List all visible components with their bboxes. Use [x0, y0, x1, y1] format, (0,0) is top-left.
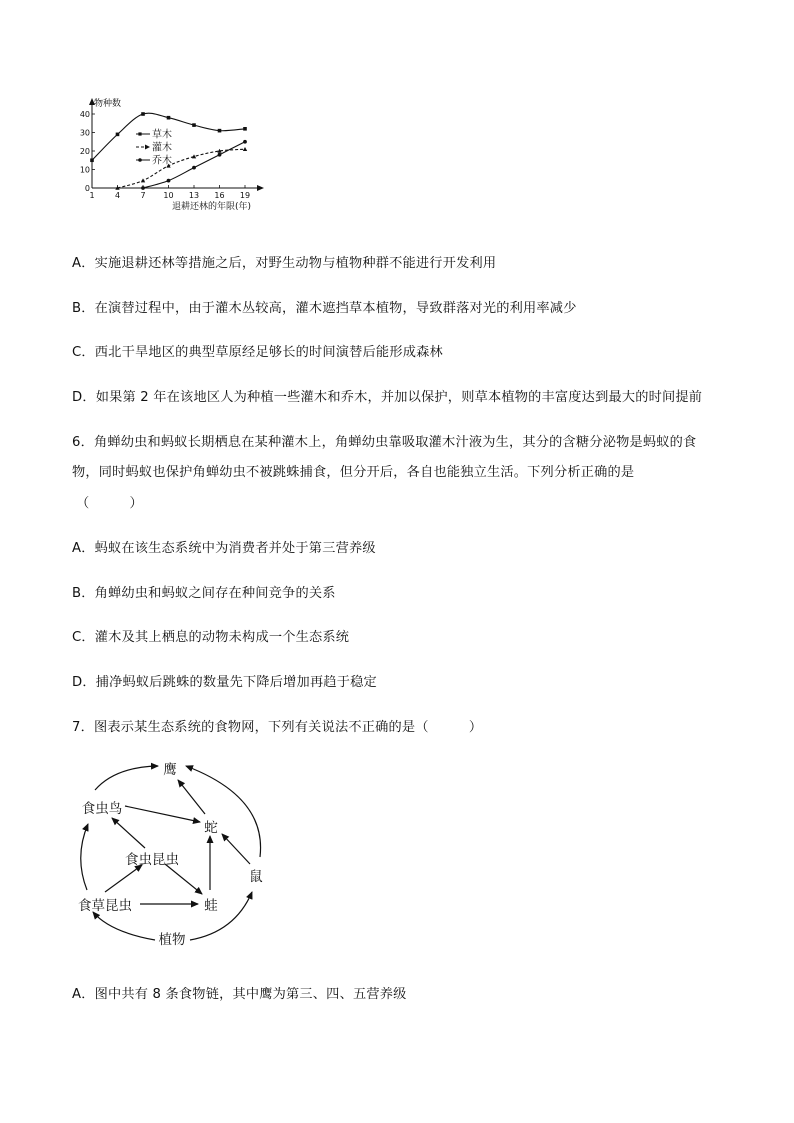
arrow-bird-to-eagle: [95, 766, 158, 790]
x-tick-label: 13: [188, 191, 200, 200]
arrow-plant-to-mouse: [190, 892, 252, 940]
q5-option-c: C．西北干旱地区的典型草原经足够长的时间演替后能形成森林: [72, 345, 443, 360]
y-tick-label: 40: [80, 110, 90, 119]
point-series-2: [243, 140, 247, 144]
point-series-1: [192, 154, 196, 158]
point-series-1: [141, 178, 145, 182]
node-eagle: 鹰: [163, 762, 177, 778]
food-web-diagram: [60, 752, 280, 952]
q6-option-b: B．角蝉幼虫和蚂蚁之间存在种间竞争的关系: [72, 586, 336, 601]
x-tick-label: 16: [214, 191, 225, 200]
legend-label-2: 乔木: [152, 155, 172, 167]
point-series-0: [243, 127, 247, 131]
q5-option-d: D．如果第 2 年在该地区人为种植一些灌木和乔木，并加以保护，则草本植物的丰富度达到最大的时间提前: [72, 390, 703, 405]
x-axis-arrow: [257, 185, 264, 191]
q6-stem-line2: 物，同时蚂蚁也保护角蝉幼虫不被跳蛛捕食，但分开后，各自也能独立生活。下列分析正确的是: [72, 465, 635, 480]
y-tick-label: 20: [80, 147, 90, 156]
y-tick-label: 0: [84, 184, 90, 193]
node-mouse: 鼠: [249, 869, 263, 885]
arrow-mouse-to-eagle: [186, 766, 261, 857]
point-series-0: [141, 112, 145, 116]
node-frog: 蛙: [204, 898, 218, 914]
q6-option-c: C．灌木及其上栖息的动物未构成一个生态系统: [72, 630, 350, 645]
node-plant: 植物: [158, 932, 186, 948]
y-tick-label: 10: [80, 165, 90, 175]
q6-answer-paren: （ ）: [76, 496, 143, 511]
arrow-herbivore-insect-to-bird: [81, 824, 88, 890]
point-series-2: [141, 186, 145, 190]
point-series-0: [167, 116, 171, 120]
q6-stem-line1: 6．角蝉幼虫和蚂蚁长期栖息在某种灌木上，角蝉幼虫靠吸取灌木汁液为生，其分的含糖分泌物是蚂蚁的食: [72, 435, 697, 450]
arrow-insectivore-insect-to-bird: [112, 818, 145, 848]
point-series-2: [218, 153, 222, 157]
x-tick-label: 19: [239, 191, 251, 200]
arrow-plant-to-herbivore-insect: [93, 912, 155, 940]
arrow-bird-to-snake: [125, 806, 200, 822]
species-chart: [80, 96, 280, 221]
point-series-2: [192, 166, 196, 170]
point-series-0: [90, 158, 94, 162]
x-tick-label: 1: [89, 191, 95, 200]
point-series-2: [167, 179, 171, 183]
y-axis-label: 物种数: [94, 99, 122, 109]
point-series-0: [192, 123, 196, 127]
q7-option-a: A．图中共有 8 条食物链，其中鹰为第三、四、五营养级: [72, 987, 407, 1002]
legend-marker-2: [138, 158, 142, 162]
legend-marker-0: [138, 132, 141, 135]
q5-option-a: A．实施退耕还林等措施之后，对野生动物与植物种群不能进行开发利用: [72, 256, 497, 271]
x-axis-label: 退耕还林的年限(年): [172, 202, 252, 212]
q6-option-a: A．蚂蚁在该生态系统中为消费者并处于第三营养级: [72, 541, 376, 556]
q7-stem: 7．图表示某生态系统的食物网，下列有关说法不正确的是（ ）: [72, 720, 483, 735]
legend-label-0: 草木: [152, 129, 172, 141]
point-series-0: [116, 133, 120, 137]
node-snake: 蛇: [204, 820, 218, 836]
q6-option-d: D．捕净蚂蚁后跳蛛的数量先下降后增加再趋于稳定: [72, 675, 377, 690]
point-series-1: [243, 147, 247, 151]
legend-label-1: 灌木: [152, 142, 172, 154]
series-line-1: [118, 149, 246, 188]
x-tick-label: 7: [140, 191, 146, 200]
arrow-mouse-to-snake: [222, 834, 250, 864]
node-herbivorous-insect: 食草昆虫: [78, 898, 132, 914]
arrow-herbivore-insect-to-insectivore-insect: [105, 865, 142, 892]
x-tick-label: 10: [163, 191, 174, 200]
q5-option-b: B．在演替过程中，由于灌木丛较高，灌木遮挡草本植物，导致群落对光的利用率减少: [72, 301, 577, 316]
arrow-snake-to-eagle: [178, 780, 205, 814]
y-tick-label: 30: [80, 128, 90, 138]
point-series-0: [218, 129, 222, 133]
node-insectivorous-bird: 食虫鸟: [81, 801, 123, 817]
x-tick-label: 4: [114, 191, 121, 200]
legend-marker-1: [145, 145, 150, 150]
node-insectivorous-insect: 食虫昆虫: [125, 852, 179, 868]
arrow-insectivore-insect-to-frog: [165, 864, 202, 894]
